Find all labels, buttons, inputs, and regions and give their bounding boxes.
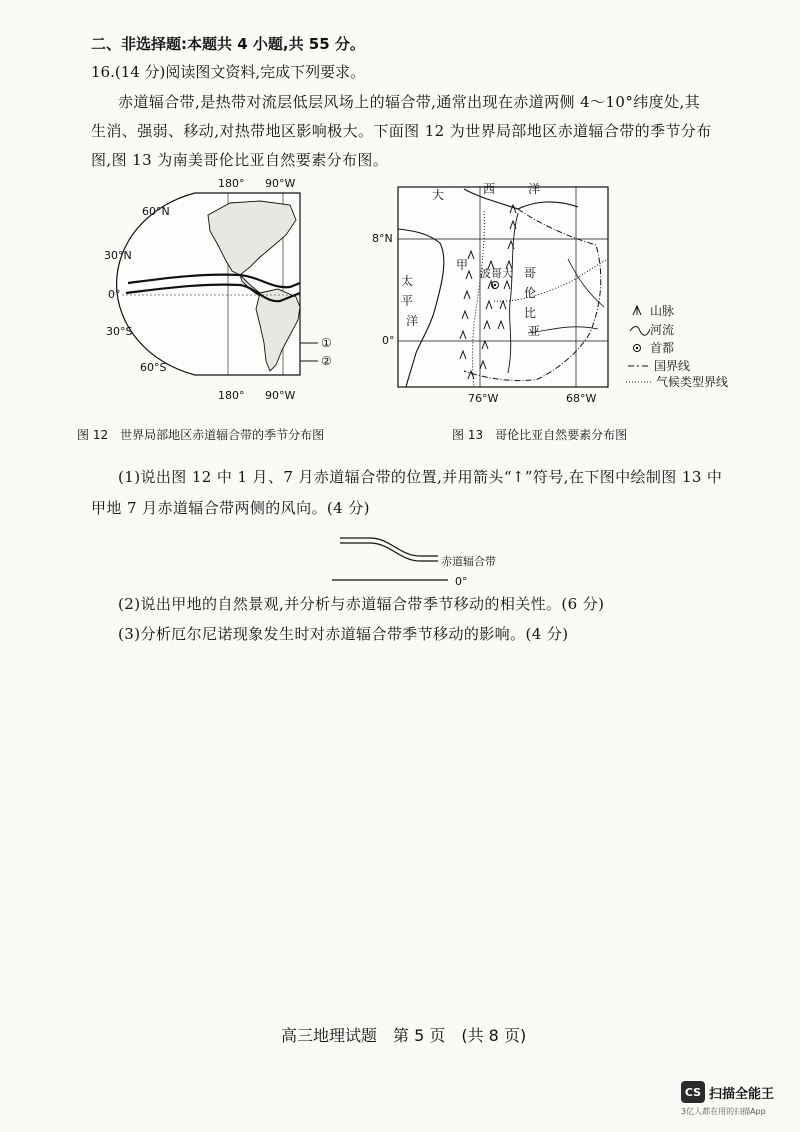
scanner-watermark xyxy=(681,1081,774,1103)
fig13-country-4: 亚 xyxy=(528,324,541,338)
fig13-country-2: 伦 xyxy=(524,286,537,300)
fig12-map xyxy=(100,175,360,410)
fig13-legend xyxy=(626,304,728,389)
fig13-country-1: 哥 xyxy=(524,266,537,280)
fig12-lat-30s: 30°S xyxy=(106,325,133,338)
fig12-marker-2: ② xyxy=(321,354,332,368)
legend-river-icon xyxy=(630,327,650,336)
fig12-lat-0: 0° xyxy=(108,288,121,301)
itcz-diagram-band-label: 赤道辐合带 xyxy=(441,555,496,568)
fig13-ocean-atl-3: 洋 xyxy=(528,183,541,196)
scanner-app-name: 扫描全能王 xyxy=(709,1086,775,1102)
fig12-marker-1: ① xyxy=(321,336,332,350)
intro-line-3: 图,图 13 为南美哥伦比亚自然要素分布图。 xyxy=(91,151,389,169)
legend-capital: 首都 xyxy=(650,341,675,355)
scanner-tagline: 3亿人都在用的扫描App xyxy=(681,1107,766,1116)
page-footer: 高三地理试题 第 5 页 (共 8 页) xyxy=(281,1026,527,1045)
fig12-lon-bot-2: 90°W xyxy=(265,389,296,402)
section-heading: 二、非选择题:本题共 4 小题,共 55 分。 xyxy=(91,35,365,53)
fig13-caption: 图 13 哥伦比亚自然要素分布图 xyxy=(452,428,628,442)
fig13-lat-0: 0° xyxy=(382,334,395,347)
cs-logo-icon: CS xyxy=(681,1081,705,1103)
legend-climate-boundary: 气候类型界线 xyxy=(656,375,728,389)
fig13-place-jia: 甲 xyxy=(456,258,469,272)
q1-line-2: 甲地 7 月赤道辐合带两侧的风向。(4 分) xyxy=(91,499,370,517)
fig13-ocean-pac-1: 太 xyxy=(401,274,414,288)
fig13-country-3: 比 xyxy=(524,306,537,320)
fig13-ocean-atl-2: 西 xyxy=(483,183,496,196)
q2: (2)说出甲地的自然景观,并分析与赤道辐合带季节移动的相关性。(6 分) xyxy=(118,595,605,613)
fig12-lon-bot-1: 180° xyxy=(218,389,245,402)
intro-line-1: 赤道辐合带,是热带对流层低层风场上的辐合带,通常出现在赤道两侧 4～10°纬度处,其 xyxy=(118,93,701,111)
fig12-lat-60s: 60°S xyxy=(140,361,167,374)
legend-mountain-icon xyxy=(633,306,641,315)
intro-line-2: 生消、强弱、移动,对热带地区影响极大。下面图 12 为世界局部地区赤道辐合带的季节分布 xyxy=(91,122,712,140)
fig12-lat-30n: 30°N xyxy=(104,249,132,262)
fig12-lat-60n: 60°N xyxy=(142,205,170,218)
fig13-lon-68w: 68°W xyxy=(566,392,597,405)
fig13-ocean-pac-3: 洋 xyxy=(406,314,419,328)
question-header: 16.(14 分)阅读图文资料,完成下列要求。 xyxy=(91,63,366,81)
fig12-caption: 图 12 世界局部地区赤道辐合带的季节分布图 xyxy=(77,428,325,442)
fig13-lat-8n: 8°N xyxy=(372,232,393,245)
legend-border: 国界线 xyxy=(654,359,691,373)
fig13-capital-label: 波哥大 xyxy=(480,267,513,280)
legend-mountain: 山脉 xyxy=(650,304,675,318)
fig13-ocean-atl-1: 大 xyxy=(432,188,445,202)
fig12-lon-top-2: 90°W xyxy=(265,177,296,190)
fig13-map xyxy=(368,183,728,408)
itcz-diagram-equator-label: 0° xyxy=(455,575,468,588)
q3: (3)分析厄尔尼诺现象发生时对赤道辐合带季节移动的影响。(4 分) xyxy=(118,625,569,643)
fig13-ocean-pac-2: 平 xyxy=(401,294,414,308)
fig12-lon-top-1: 180° xyxy=(218,177,245,190)
fig13-lon-76w: 76°W xyxy=(468,392,499,405)
q1-line-1: (1)说出图 12 中 1 月、7 月赤道辐合带的位置,并用箭头“↑”符号,在下图中绘制图 13 中 xyxy=(118,468,723,486)
legend-river: 河流 xyxy=(650,323,675,337)
